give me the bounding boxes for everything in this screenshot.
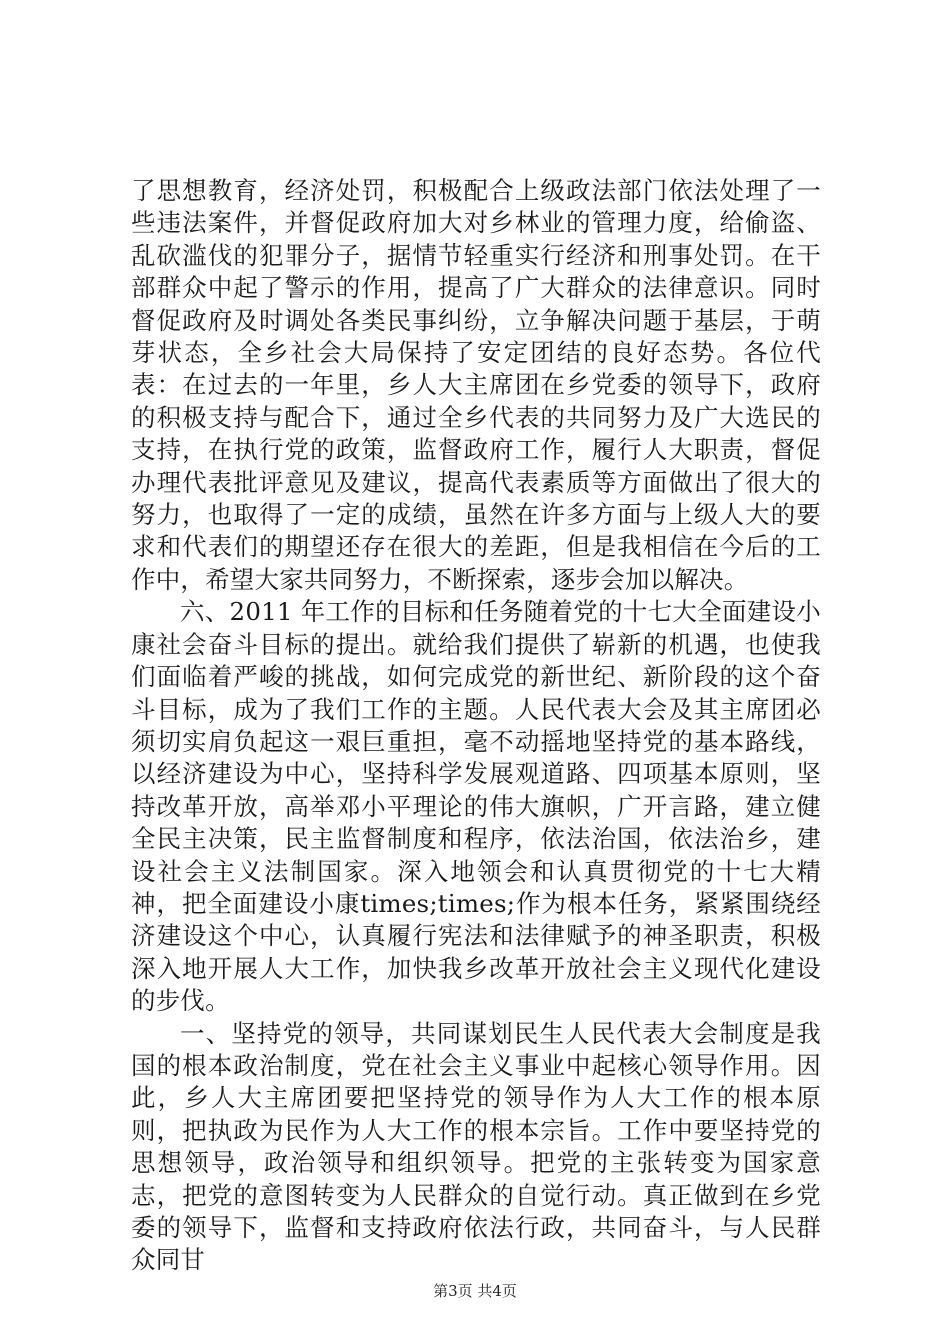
paragraph-continuation: 了思想教育，经济处罚，积极配合上级政法部门依法处理了一些违法案件，并督促政府加大对乡林业的管理力度，给偷盗、乱砍滥伐的犯罪分子，据情节轻重实行经济和刑事处罚。在干部群众中起了警示的作用，提高了广大群众的法律意识。同时督促政府及时调处各类民事纠纷，立争解决问题于基层，于萌芽状态，全乡社会大局保持了安定团结的良好态势。各位代表：在过去的一年里，乡人大主席团在乡党委的领导下，政府的积极支持与配合下，通过全乡代表的共同努力及广大选民的支持，在执行党的政策，监督政府工作，履行人大职责，督促办理代表批评意见及建议，提高代表素质等方面做出了很大的努力，也取得了一定的成绩，虽然在许多方面与上级人大的要求和代表们的期望还存在很大的差距，但是我相信在今后的工作中，希望大家共同努力，不断探索，逐步会加以解决。 [131, 176, 821, 594]
paragraph-section-one: 一、坚持党的领导，共同谋划民生人民代表大会制度是我国的根本政治制度，党在社会主义事业中起核心领导作用。因此，乡人大主席团要把坚持党的领导作为人大工作的根本原则，把执政为民作为人大工作的根本宗旨。工作中要坚持党的思想领导，政治领导和组织领导。把党的主张转变为国家意志，把党的意图转变为人民群众的自觉行动。真正做到在乡党委的领导下，监督和支持政府依法行政，共同奋斗，与人民群众同甘 [131, 1018, 821, 1275]
document-body [131, 175, 821, 1277]
paragraph-section-six: 六、2011 年工作的目标和任务随着党的十七大全面建设小康社会奋斗目标的提出。就给我们提供了崭新的机遇，也使我们面临着严峻的挑战，如何完成党的新世纪、新阶段的这个奋斗目标，成为了我们工作的主题。人民代表大会及其主席团必须切实肩负起这一艰巨重担，毫不动摇地坚持党的基本路线，以经济建设为中心，坚持科学发展观道路、四项基本原则，坚持改革开放，高举邓小平理论的伟大旗帜，广开言路，建立健全民主决策，民主监督制度和程序，依法治国，依法治乡，建设社会主义法制国家。深入地领会和认真贯彻党的十七大精神，把全面建设小康times;times;作为根本任务，紧紧围绕经济建设这个中心，认真履行宪法和法律赋予的神圣职责，积极深入地开展人大工作，加快我乡改革开放社会主义现代化建设的步伐。 [131, 597, 821, 1016]
page-footer: 第3页 共4页 [433, 1282, 517, 1300]
